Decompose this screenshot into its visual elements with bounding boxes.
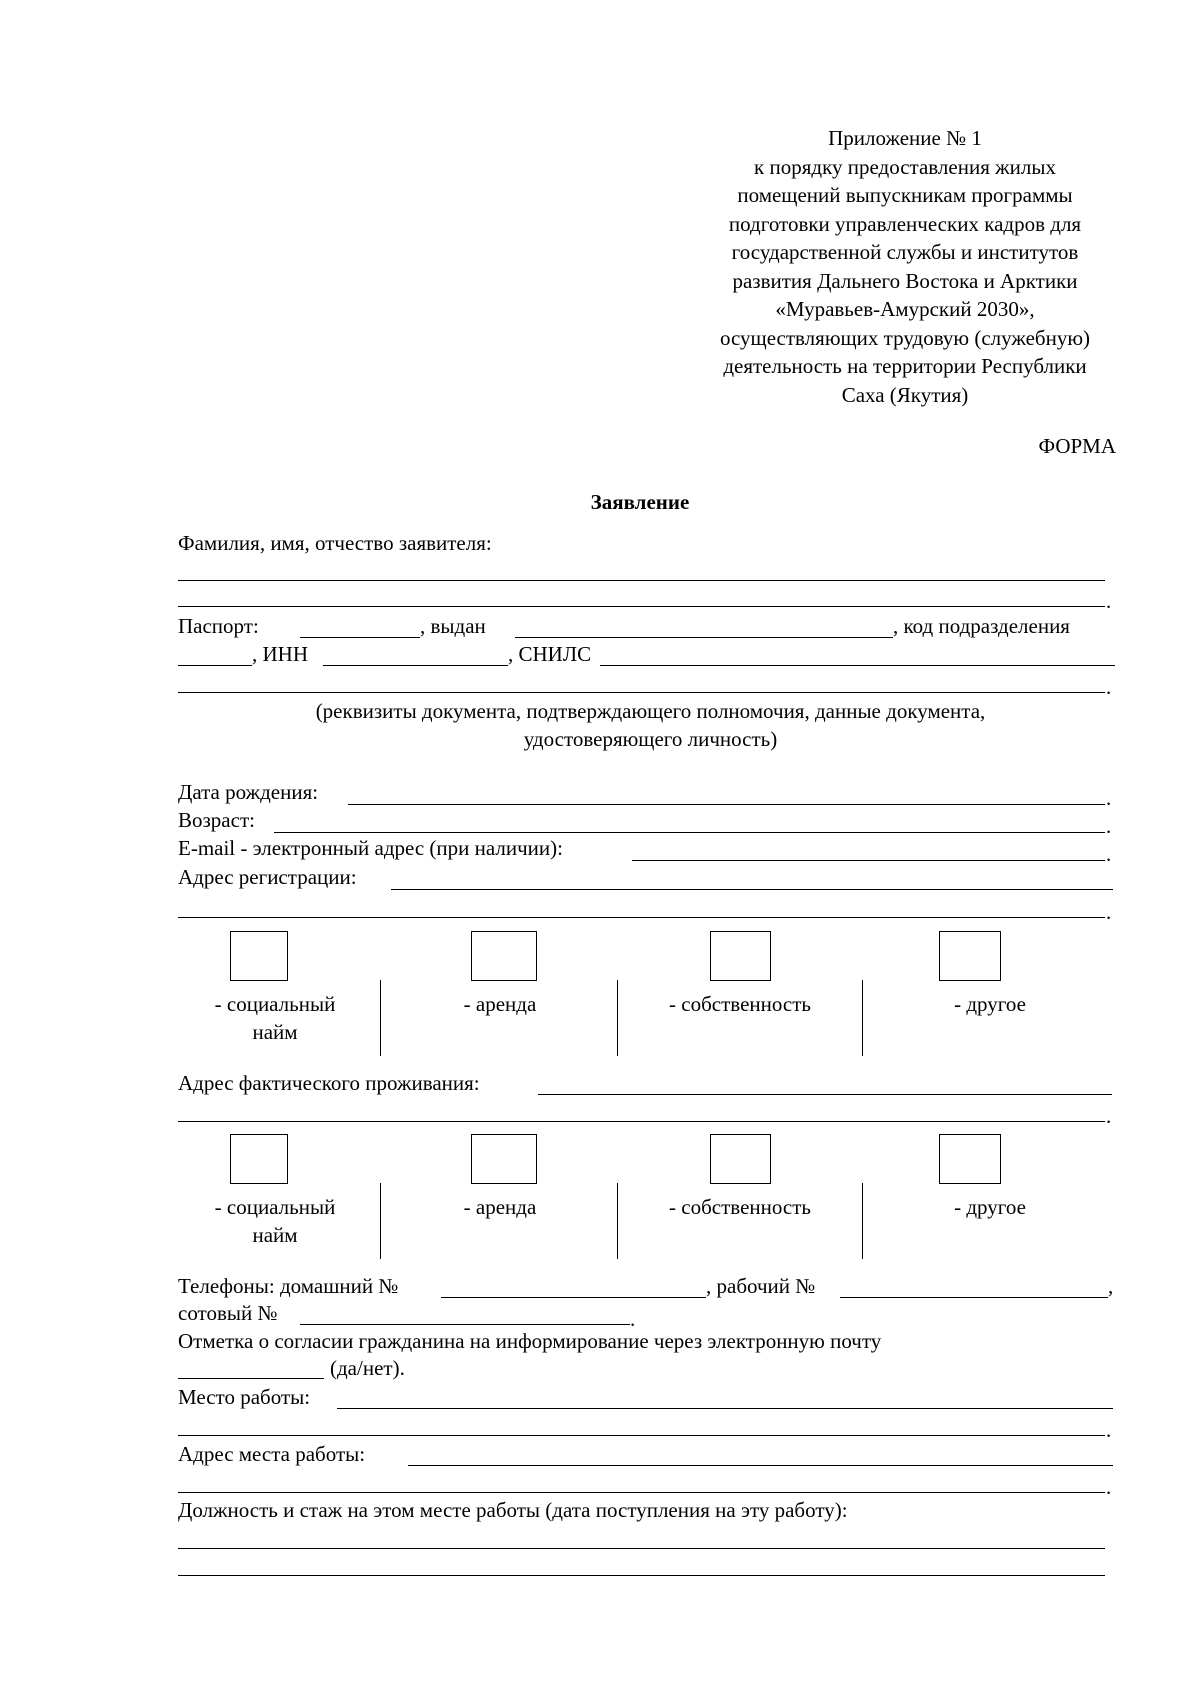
appendix-line: осуществляющих трудовую (служебную)	[719, 325, 1091, 350]
division-code-field[interactable]	[178, 665, 252, 666]
work-phone-label: , рабочий №	[706, 1274, 816, 1298]
registration-address-label: Адрес регистрации:	[178, 865, 357, 889]
actual-property-label: - собственность	[669, 1195, 811, 1219]
appendix-line: государственной службы и институтов	[731, 240, 1079, 264]
reg-social-rent-label	[180, 990, 370, 1046]
passport-note-line: (реквизиты документа, подтверждающего полномочия, данные документа,	[315, 699, 986, 723]
period: .	[1106, 842, 1112, 866]
work-phone-field[interactable]	[840, 1297, 1108, 1298]
mobile-phone-label: сотовый №	[178, 1301, 278, 1325]
email-label: E-mail - электронный адрес (при наличии):	[178, 836, 563, 860]
passport-label: Паспорт:	[178, 614, 259, 638]
social-rent-line-1: - социальный	[214, 1195, 336, 1219]
actual-address-field-line-2[interactable]	[178, 1121, 1105, 1122]
passport-note	[178, 697, 1123, 753]
appendix-line: к порядку предоставления жилых	[754, 154, 1056, 179]
option-divider	[617, 980, 618, 1056]
appendix-header	[680, 124, 1130, 409]
work-place-field-line-1[interactable]	[337, 1408, 1113, 1409]
position-tenure-label: Должность и стаж на этом месте работы (дата поступления на эту работу):	[178, 1498, 848, 1522]
position-tenure-field-line-2[interactable]	[178, 1575, 1105, 1576]
reg-property-label: - собственность	[669, 992, 811, 1016]
appendix-line: развития Дальнего Востока и Арктики	[732, 268, 1078, 293]
actual-other-label: - другое	[954, 1195, 1026, 1219]
email-consent-label: Отметка о согласии гражданина на информирование через электронную почту	[178, 1329, 882, 1353]
applicant-name-field-line-1[interactable]	[178, 580, 1105, 581]
home-phone-label: Телефоны: домашний №	[178, 1274, 399, 1298]
social-rent-line-1: - социальный	[214, 992, 336, 1016]
registration-address-field-line-1[interactable]	[391, 889, 1113, 890]
passport-note-line: удостоверяющего личность)	[523, 727, 778, 751]
snils-label: , СНИЛС	[508, 642, 592, 666]
inn-label: , ИНН	[252, 642, 308, 666]
birth-date-field[interactable]	[348, 804, 1105, 805]
passport-code-label: , код подразделения	[893, 614, 1070, 638]
reg-social-rent-checkbox[interactable]	[230, 931, 288, 981]
passport-details-field[interactable]	[178, 692, 1105, 693]
actual-other-checkbox[interactable]	[939, 1134, 1001, 1184]
reg-property-checkbox[interactable]	[710, 931, 771, 981]
inn-field[interactable]	[323, 665, 508, 666]
actual-rent-label: - аренда	[463, 1195, 537, 1219]
comma: ,	[1108, 1274, 1114, 1298]
passport-number-field[interactable]	[300, 637, 420, 638]
position-tenure-field-line-1[interactable]	[178, 1548, 1105, 1549]
social-rent-line-2: найм	[252, 1223, 298, 1247]
applicant-name-field-line-2[interactable]	[178, 606, 1105, 607]
home-phone-field[interactable]	[441, 1297, 706, 1298]
passport-issued-by-field[interactable]	[515, 637, 893, 638]
birth-date-label: Дата рождения:	[178, 780, 319, 804]
work-place-label: Место работы:	[178, 1385, 311, 1409]
reg-other-label: - другое	[954, 992, 1026, 1016]
actual-rent-checkbox[interactable]	[471, 1134, 537, 1184]
actual-address-label: Адрес фактического проживания:	[178, 1071, 480, 1095]
option-divider	[862, 980, 863, 1056]
reg-rent-label: - аренда	[463, 992, 537, 1016]
period: .	[1106, 1475, 1112, 1499]
work-address-field-line-2[interactable]	[178, 1492, 1105, 1493]
document-title: Заявление	[590, 490, 690, 514]
actual-property-checkbox[interactable]	[710, 1134, 771, 1184]
actual-social-rent-checkbox[interactable]	[230, 1134, 288, 1184]
age-field[interactable]	[274, 832, 1105, 833]
appendix-line: подготовки управленческих кадров для	[728, 211, 1082, 236]
appendix-line: «Муравьев-Амурский 2030»,	[775, 297, 1035, 321]
work-address-field-line-1[interactable]	[408, 1465, 1113, 1466]
passport-issued-label: , выдан	[420, 614, 486, 638]
email-consent-suffix: (да/нет).	[330, 1356, 405, 1380]
option-divider	[380, 980, 381, 1056]
period: .	[1106, 814, 1112, 838]
registration-address-field-line-2[interactable]	[178, 917, 1105, 918]
option-divider	[380, 1183, 381, 1259]
social-rent-line-2: найм	[252, 1020, 298, 1044]
period: .	[1106, 900, 1112, 924]
appendix-line: деятельность на территории Республики	[723, 354, 1087, 378]
period: .	[1106, 589, 1112, 613]
work-address-label: Адрес места работы:	[178, 1442, 366, 1466]
age-label: Возраст:	[178, 808, 255, 832]
appendix-line: Приложение № 1	[828, 126, 982, 150]
period: .	[1106, 675, 1112, 699]
period: .	[1106, 786, 1112, 810]
option-divider	[617, 1183, 618, 1259]
reg-rent-checkbox[interactable]	[471, 931, 537, 981]
snils-field[interactable]	[600, 665, 1115, 666]
period: .	[1106, 1104, 1112, 1128]
applicant-name-label: Фамилия, имя, отчество заявителя:	[178, 531, 492, 555]
appendix-line: Саха (Якутия)	[841, 382, 969, 407]
period: .	[1106, 1418, 1112, 1442]
reg-other-checkbox[interactable]	[939, 931, 1001, 981]
appendix-line: помещений выпускникам программы	[737, 183, 1073, 207]
mobile-phone-field[interactable]	[300, 1324, 630, 1325]
actual-address-field-line-1[interactable]	[538, 1094, 1112, 1095]
option-divider	[862, 1183, 863, 1259]
email-consent-field[interactable]	[178, 1378, 324, 1379]
form-label: ФОРМА	[1038, 434, 1116, 458]
actual-social-rent-label	[180, 1193, 370, 1249]
period: .	[630, 1307, 636, 1331]
work-place-field-line-2[interactable]	[178, 1435, 1105, 1436]
email-field[interactable]	[632, 860, 1105, 861]
